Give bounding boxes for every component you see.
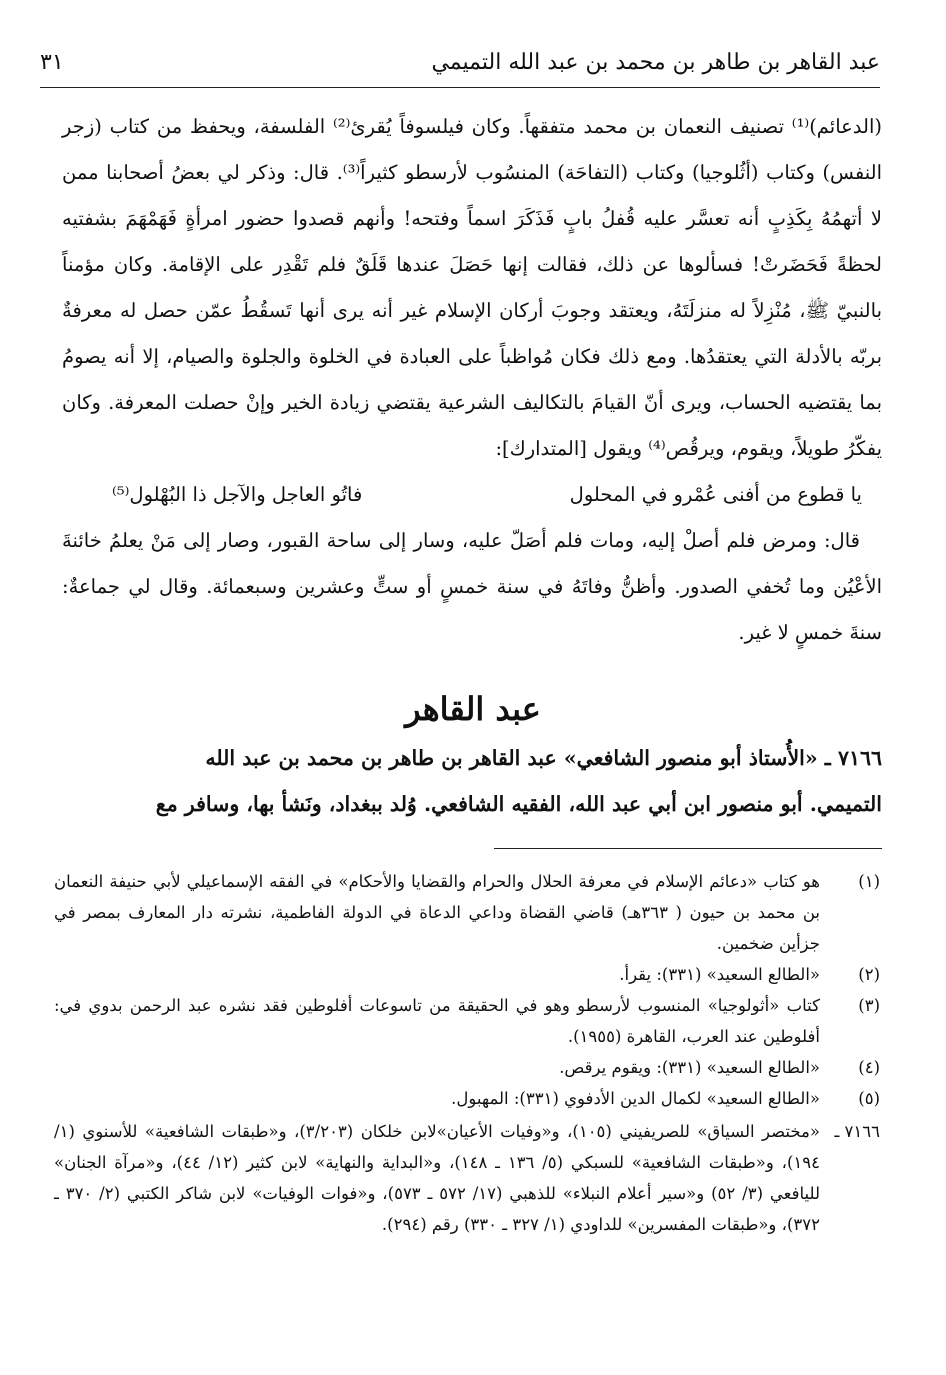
verse-line: [62, 472, 882, 518]
footnote-number: (٥): [858, 1089, 880, 1108]
footnote: [54, 990, 880, 1052]
sources-note: [54, 1116, 880, 1240]
footnote: [54, 959, 880, 990]
footnote-text: هو كتاب «دعائم الإسلام في معرفة الحلال والحرام والقضايا والأحكام» في الفقه الإسماعيلي لأبي حنيفة النعمان بن محمد بن حيون ( ٣٦٣هـ) قاضي القضاة وداعي الدعاة في الدولة الفاطمية، نشرته دار المعارف بمصر في جزأين ضخمين.: [54, 872, 820, 953]
footnote: [54, 1052, 880, 1083]
footnote-text: كتاب «أثولوجيا» المنسوب لأرسطو وهو في الحقيقة من تاسوعات أفلوطين فقد نشره عبد الرحمن بدوي في: أفلوطين عند العرب، القاهرة (١٩٥٥).: [54, 996, 820, 1046]
main-text: [62, 104, 882, 656]
running-header: [40, 40, 880, 84]
sources-number: ٧١٦٦ ـ: [834, 1122, 880, 1141]
running-title: عبد القاهر بن طاهر بن محمد بن عبد الله التميمي: [431, 49, 880, 75]
header-rule: [40, 87, 880, 88]
entry-line: التميمي. أبو منصور ابن أبي عبد الله، الفقيه الشافعي. وُلد ببغداد، ونَشأ بها، وسافر مع: [155, 792, 882, 816]
paragraph: قال: ومرض فلم أصلْ إليه، ومات فلم أصَلّ عليه، وسار إلى ساحة القبور، وصار إلى مَنْ يعلمُ خائنةَ الأعْيُن وما تُخفي الصدور. وأظنُّ وفاتَهُ في سنة خمسٍ أو ستٍّ وعشرين وسبعمائة. وقال لي جماعةٌ: سنةَ خمسٍ لا غير.: [62, 529, 882, 644]
footnote-text: «الطالع السعيد» (٣٣١): يقرأ.: [619, 965, 820, 984]
entry-line: ٧١٦٦ ـ «الأُستاذ أبو منصور الشافعي» عبد القاهر بن طاهر بن محمد بن عبد الله: [205, 746, 882, 770]
footnotes: [54, 866, 880, 1240]
footnote-text: «الطالع السعيد» (٣٣١): ويقوم يرقص.: [559, 1058, 820, 1077]
footnote-number: (٢): [858, 965, 880, 984]
verse-hemistich-left: فاتُو العاجل والآجل ذا البُهْلول⁽⁵⁾: [112, 483, 363, 506]
section-heading: عبد القاهر: [405, 690, 541, 728]
verse-hemistich-right: يا قطوع من أفنى عُمْرو في المحلول: [569, 483, 862, 506]
footnote: [54, 1083, 880, 1114]
footnote-number: (١): [858, 872, 880, 891]
paragraph: (الدعائم)⁽¹⁾ تصنيف النعمان بن محمد متفقهاً. وكان فيلسوفاً يُقرئ⁽²⁾ الفلسفة، ويحفظ من كتاب (زجر النفس) وكتاب (أثُلوجيا) وكتاب (التفاحَة) المنسُوب لأرسطو كثيراً⁽³⁾. قال: وذكر لي بعضُ أصحابنا ممن لا أتهمُهُ بِكَذِبٍ أنه تعسَّر عليه قُفلُ بابٍ فَذَكَرَ اسماً وفتحه! وأنهم قصدوا حضور امرأةٍ فَهَمْهَمَ بشفتيه لحظةً فَحَضَرتْ! فسألوها عن ذلك، فقالت إنها حَصَلَ عندها قَلَقٌ فلم تَقْدِر على الإقامة. وكان مؤمناً بالنبيّ ﷺ، مُنْزِلاً له منزلَتَهُ، ويعتقد وجوبَ أركان الإسلام غير أنه يرى أنها تَسقُطُ عمّن حصل له معرفةٌ بربّه بالأدلة التي يعتقدُها. ومع ذلك فكان مُواظباً على العبادة في الخلوة والجلوة والصيام، إلا أنه يصومُ بما يقتضيه الحساب، ويرى أنّ القيامَ بالتكاليف الشرعية يقتضي زيادة الخير وإنْ حصلت المعرفة. وكان يفكّرُ طويلاً، ويقوم، ويرقُص⁽⁴⁾ ويقول [المتدارك]:: [62, 115, 882, 460]
footnote-number: (٣): [858, 996, 880, 1015]
sources-text: «مختصر السياق» للصريفيني (١٠٥)، و«وفيات الأعيان»لابن خلكان (٣/٢٠٣)، و«طبقات الشافعية» للأسنوي (١/ ١٩٤)، و«طبقات الشافعية» للسبكي (٥/ ١٣٦ ـ ١٤٨)، و«البداية والنهاية» لابن كثير (١٢/ ٤٤)، و«مرآة الجنان» لليافعي (٣/ ٥٢) و«سير أعلام النبلاء» للذهبي (١٧/ ٥٧٢ ـ ٥٧٣)، و«فوات الوفيات» لابن شاكر الكتبي (٢/ ٣٧٠ ـ ٣٧٢)، و«طبقات المفسرين» للداودي (١/ ٣٢٧ ـ ٣٣٠) رقم (٢٩٤).: [54, 1122, 820, 1234]
page-number: ٣١: [40, 49, 64, 75]
footnote-number: (٤): [858, 1058, 880, 1077]
footnote-rule: [494, 848, 882, 849]
biography-entry: [64, 735, 882, 827]
footnote: [54, 866, 880, 959]
footnote-text: «الطالع السعيد» لكمال الدين الأدفوي (٣٣١): المهبول.: [451, 1089, 820, 1108]
